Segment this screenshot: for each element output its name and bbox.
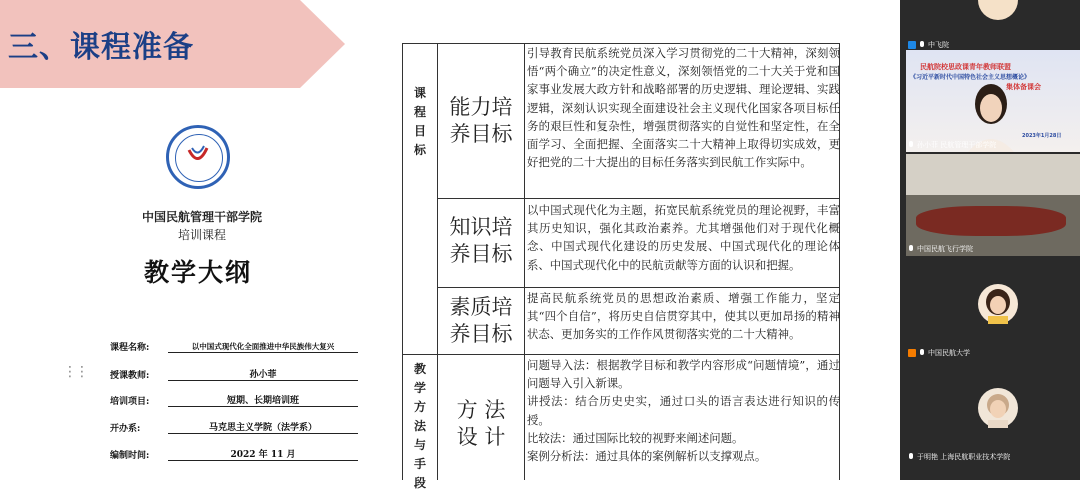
teacher-label: 授课教师: (110, 371, 150, 381)
group-label-char: 标 (413, 143, 426, 157)
row-name-ability (438, 94, 524, 148)
participant-name: 于明艳 上海民航职业技术学院 (917, 453, 1011, 461)
table-divider (403, 354, 839, 355)
course-name-row (110, 340, 358, 353)
group-label-objectives (403, 84, 437, 160)
banner-line: 《习近平新时代中国特色社会主义思想概论》 (910, 74, 1031, 81)
project-label: 培训项目: (110, 397, 150, 407)
row-name-line: 设 计 (456, 425, 506, 449)
course-name-value: 以中国式现代化全面推进中华民族伟大复兴 (168, 341, 358, 353)
group-label-methods (403, 360, 437, 493)
participant-panel (900, 0, 1080, 480)
meeting-banner-image (906, 50, 1080, 152)
participant-label (908, 140, 996, 150)
conference-table (916, 206, 1066, 236)
row-name-line: 方 法 (456, 398, 506, 422)
row-name-line: 能力培 (449, 95, 513, 119)
group-label-char: 程 (413, 105, 426, 119)
row-name-line: 知识培 (449, 215, 513, 239)
department-row (110, 420, 358, 434)
table-divider (524, 44, 525, 480)
syllabus-table (402, 43, 840, 490)
group-label-char: 段 (413, 476, 426, 490)
method-line: 问题导入法：根据教学目标和教学内容形成“问题情境”，通过问题导入引入新课。 (527, 358, 840, 391)
host-icon (908, 349, 916, 357)
banner-line: 2023年1月28日 (1022, 133, 1062, 139)
institution-seal-icon (166, 125, 230, 189)
teacher-value: 孙小菲 (168, 367, 358, 381)
participant-label (908, 40, 949, 50)
project-value: 短期、长期培训班 (168, 393, 358, 407)
avatar (978, 0, 1018, 20)
table-divider (437, 198, 839, 199)
avatar (978, 388, 1018, 428)
participant-name: 中飞院 (928, 41, 949, 49)
row-content-quality: 提高民航系统党员的思想政治素质、增强工作能力，坚定其“四个自信”，将历史自信贯穿其中，使其以更加昂扬的精神状态、更加务实的工作作风贯彻落实党的二十大精神。 (527, 291, 840, 342)
participant-label (908, 244, 973, 254)
institution-name: 中国民航管理干部学院 (141, 210, 262, 224)
participant-tile-label-row[interactable] (906, 30, 1080, 52)
row-name-line: 养目标 (449, 122, 513, 146)
participant-label (908, 452, 1010, 462)
mic-icon (919, 41, 925, 49)
teacher-row (110, 367, 358, 381)
row-name-quality (438, 294, 524, 348)
mic-icon (908, 453, 914, 461)
department-value: 马克思主义学院（法学系） (168, 420, 358, 434)
room-video (906, 154, 1080, 256)
mic-icon (908, 245, 914, 253)
method-line: 案例分析法：通过具体的案例解析以支撑观点。 (527, 449, 767, 464)
participant-tile-top[interactable] (906, 0, 1080, 26)
avatar (978, 284, 1018, 324)
date-label: 编制时间: (110, 451, 150, 461)
row-name-method (438, 397, 524, 451)
group-label-char: 学 (413, 381, 426, 395)
department-label: 开办系: (110, 424, 141, 434)
document-title: 教学大纲 (144, 258, 253, 287)
participant-tile-avatar[interactable] (906, 258, 1080, 360)
row-name-line: 养目标 (449, 242, 513, 266)
drag-handle-icon[interactable]: ⋮⋮ (63, 364, 87, 380)
row-content-ability: 引导教育民航系统党员深入学习贯彻党的二十大精神，深刻领悟“两个确立”的决定性意义，深刻领悟党的二十大关于党和国家事业发展大政方针和战略部署的历史逻辑、理论逻辑、实践逻辑，深刻认识实现全面建设社会主义现代化国家各项目标任务的艰巨性和复杂性，增强贯彻落实的自觉性和坚定性，在全面学习、全面把握、全面落实二十大精神上取得切实成效，更好把党的二十大提出的目标任务落实到民航工作实际中。 (527, 46, 840, 170)
group-label-char: 课 (413, 86, 426, 100)
banner-line: 集体备课会 (1006, 83, 1041, 91)
participant-tile-speaker[interactable] (906, 50, 1080, 152)
row-name-knowledge (438, 214, 524, 268)
group-label-char: 与 (413, 438, 426, 452)
participant-label (908, 348, 970, 358)
group-label-char: 教 (413, 362, 426, 376)
row-name-line: 养目标 (449, 322, 513, 346)
mic-icon (919, 349, 925, 357)
participant-name: 中国民航飞行学院 (917, 245, 973, 253)
course-name-label: 课程名称: (110, 343, 150, 353)
method-line: 讲授法：结合历史史实，通过口头的语言表达进行知识的传授。 (527, 394, 840, 427)
row-name-line: 素质培 (449, 295, 513, 319)
project-row (110, 393, 358, 407)
participant-tile-room[interactable] (906, 154, 1080, 256)
participant-name: 中国民航大学 (928, 349, 970, 357)
document-subtitle: 培训课程 (177, 228, 226, 242)
participant-name: 孙小菲 民航管理干部学院 (917, 141, 997, 149)
mic-icon (908, 141, 914, 149)
group-label-char: 手 (413, 457, 426, 471)
row-content-knowledge: 以中国式现代化为主题，拓宽民航系统党员的理论视野，丰富其历史知识，强化其政治素养。尤其增强他们对于现代化概念、中国式现代化建设的历史发展、中国式现代化的理论体系、中国式现代化中的民航贡献等方面的认识和把握。 (527, 203, 840, 272)
syllabus-document (62, 95, 382, 480)
date-row (110, 447, 358, 461)
method-line: 比较法：通过国际比较的视野来阐述问题。 (527, 430, 744, 445)
table-divider (437, 287, 839, 288)
date-value: 2022 年 11 月 (168, 447, 358, 461)
group-label-char: 方 (413, 400, 426, 414)
group-label-char: 法 (413, 419, 426, 433)
person-icon (908, 41, 916, 49)
banner-line: 民航院校思政课青年教师联盟 (920, 63, 1011, 71)
row-content-method (527, 356, 840, 465)
group-label-char: 目 (413, 124, 426, 138)
participant-tile-avatar-2[interactable] (906, 362, 1080, 464)
section-title: 三、课程准备 (8, 30, 194, 65)
